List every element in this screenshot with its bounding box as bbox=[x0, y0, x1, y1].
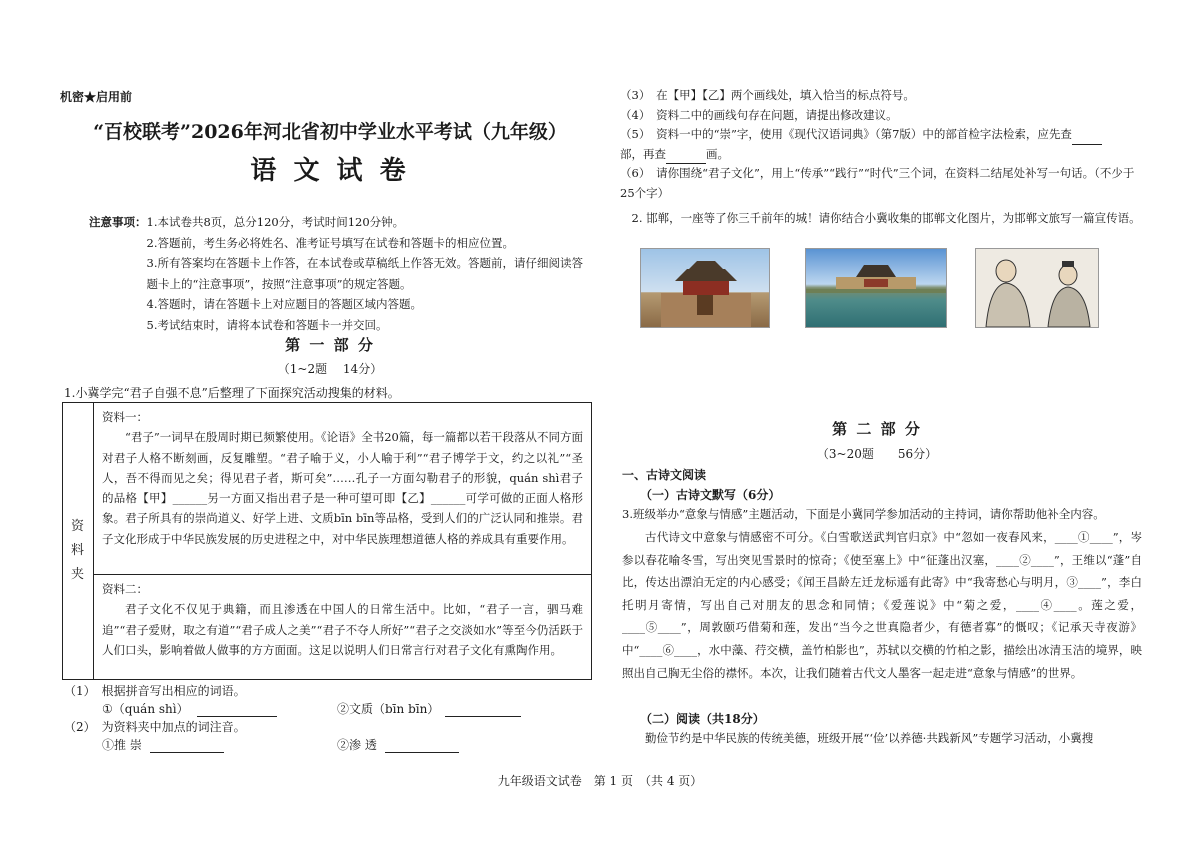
note-item: 3.所有答案均在答题卡上作答，在本试卷或草稿纸上作答无效。答题前，请仔细阅读答题卡上的“注意事项”，按照“注意事项”的规定答题。 bbox=[146, 256, 583, 291]
page-footer: 九年级语文试卷 第 1 页 （共 4 页） bbox=[497, 774, 703, 788]
note-item: 1.本试卷共8页，总分120分，考试时间120分钟。 bbox=[146, 215, 405, 229]
lake-photo bbox=[805, 248, 947, 328]
sub-q2-b: ②渗 透 bbox=[337, 736, 459, 753]
q1-intro: 1.小冀学完“君子自强不息”后整理了下面探究活动搜集的材料。 bbox=[64, 386, 400, 400]
sub-q1-a: ①（quán shì） bbox=[102, 700, 277, 717]
confidential-mark: 机密★启用前 bbox=[60, 90, 133, 104]
note-item: 2.答题前，考生务必将姓名、准考证号填写在试卷和答题卡的相应位置。 bbox=[146, 235, 514, 250]
section-1-1: （一）古诗文默写（6分） bbox=[640, 488, 781, 502]
lake-pavilion-icon bbox=[806, 249, 946, 327]
material-two-title: 资料二： bbox=[102, 582, 148, 596]
answer-blank[interactable] bbox=[150, 752, 224, 753]
subject-title: 语 文 试 卷 bbox=[250, 156, 410, 186]
material-one bbox=[94, 407, 591, 549]
q1-6: （6） 请你围绕“君子文化”，用上“传承”“践行”“时代”三个词，在资料二结尾处补写一句话。（不少于25个字） bbox=[620, 166, 1135, 200]
material-folder bbox=[62, 402, 592, 680]
note-item: 5.考试结束时，请将本试卷和答题卡一并交回。 bbox=[146, 317, 388, 332]
sub-q2-a: ①推 崇 bbox=[102, 736, 224, 753]
q1-5-cont: 部，再查 画。 bbox=[620, 145, 1142, 165]
part1-title: 第 一 部 分 bbox=[285, 336, 375, 354]
divider bbox=[94, 574, 591, 575]
q1-5: （5） 资料一中的“崇”字，使用《现代汉语词典》（第7版）中的部首检字法检索，应先查 bbox=[620, 125, 1142, 145]
sub-q2: （2） 为资料夹中加点的词注音。 bbox=[64, 720, 246, 734]
part1-range: （1~2题 14分） bbox=[277, 362, 383, 376]
material-two bbox=[94, 579, 591, 660]
q3-intro: 3.班级举办“意象与情感”主题活动，下面是小冀同学参加活动的主持词，请你帮助他补全内容。 bbox=[622, 507, 1105, 521]
answer-blank[interactable] bbox=[445, 716, 521, 717]
figures-illustration bbox=[975, 248, 1099, 328]
part2-range: （3~20题 56分） bbox=[816, 447, 938, 461]
material-one-title: 资料一： bbox=[102, 410, 148, 424]
q1-4: （4） 资料二中的画线句存在问题，请提出修改建议。 bbox=[620, 107, 898, 122]
notes-label: 注意事项： bbox=[89, 215, 147, 229]
answer-blank[interactable] bbox=[385, 752, 459, 753]
answer-blank[interactable] bbox=[1072, 144, 1102, 145]
exam-title: “百校联考”2026年河北省初中学业水平考试（九年级） bbox=[93, 121, 567, 143]
q-reading-intro: 勤俭节约是中华民族的传统美德，班级开展“‘俭’以养德·共践新风”专题学习活动，小冀搜 bbox=[645, 731, 1094, 745]
right-questions bbox=[620, 86, 1142, 229]
pavilion-photo bbox=[640, 248, 770, 328]
section-1-2: （二）阅读（共18分） bbox=[640, 712, 765, 726]
note-item: 4.答题时，请在答题卡上对应题目的答题区域内答题。 bbox=[146, 297, 422, 311]
q3-text: 古代诗文中意象与情感密不可分。《白雪歌送武判官归京》中“忽如一夜春风来，____①____”，岑参以春花喻冬雪，写出突见雪景时的惊奇；《使至塞上》中“征蓬出汉塞，____②____”，王维以“蓬”自比，传达出漂泊无定的内心感受；《闻王昌龄左迁龙标遥有此寄》中“我寄愁心与明月，③____”，李白托明月寄情，写出自己对朋友的思念和同情；《爱莲说》中“菊之爱，____④____。莲之爱，____⑤____”，周敦颐巧借菊和莲，发出“当今之世真隐者少，有德者寡”的慨叹；《记承天寺夜游》中“____⑥____，水中藻、荇交横，盖竹柏影也”，苏轼以交横的竹柏之影，描绘出冰清玉洁的境界，映照出自己胸无尘俗的襟怀。本次，让我们随着古代文人墨客一起走进“意象与情感”的世界。 bbox=[622, 530, 1142, 680]
ancient-figures-icon bbox=[976, 249, 1098, 327]
section-1: 一、古诗文阅读 bbox=[622, 468, 707, 482]
pavilion-icon bbox=[641, 249, 769, 327]
answer-blank[interactable] bbox=[197, 716, 277, 717]
notes-block bbox=[89, 212, 589, 335]
q2: 2. 邯郸，一座等了你三千前年的城！请你结合小冀收集的邯郸文化图片，为邯郸文旅写一篇宣传语。 bbox=[631, 211, 1141, 225]
q1-3: （3） 在【甲】【乙】两个画线处，填入恰当的标点符号。 bbox=[620, 88, 915, 102]
part2-title: 第 二 部 分 bbox=[832, 420, 922, 438]
material-two-text: 君子文化不仅见于典籍，而且渗透在中国人的日常生活中。比如，“君子一言，驷马难追”“君子爱财，取之有道”“君子成人之美”“君子不夺人所好”“君子之交淡如水”等至今仍活跃于人们口头，影响着做人做事的方方面面。这足以说明人们日常言行对君子文化有熏陶作用。 bbox=[102, 602, 583, 657]
sub-q1-b: ②文质（bīn bīn） bbox=[337, 700, 521, 717]
material-one-text: “君子”一词早在殷周时期已频繁使用。《论语》全书20篇，每一篇都以若干段落从不同方面对君子人格不断刻画，反复雕塑。“君子喻于义，小人喻于利”“君子博学于文，约之以礼”“圣人，吾不得而见之矣；得见君子者，斯可矣”……孔子一方面勾勒君子的形貌，quán shì君子的品格【甲】______另一方面又指出君子是一种可望可即【乙】______可学可做的正面人格形象。君子所具有的崇尚道义、好学上进、文质bīn bīn等品格，受到人们的广泛认同和推崇。君子文化形成于中华民族发展的历史进程之中，对中华民族理想道德人格的养成具有重要作用。 bbox=[102, 430, 583, 546]
sub-q1: （1） 根据拼音写出相应的词语。 bbox=[64, 684, 246, 698]
folder-label: 资 料 夹 bbox=[63, 403, 94, 679]
